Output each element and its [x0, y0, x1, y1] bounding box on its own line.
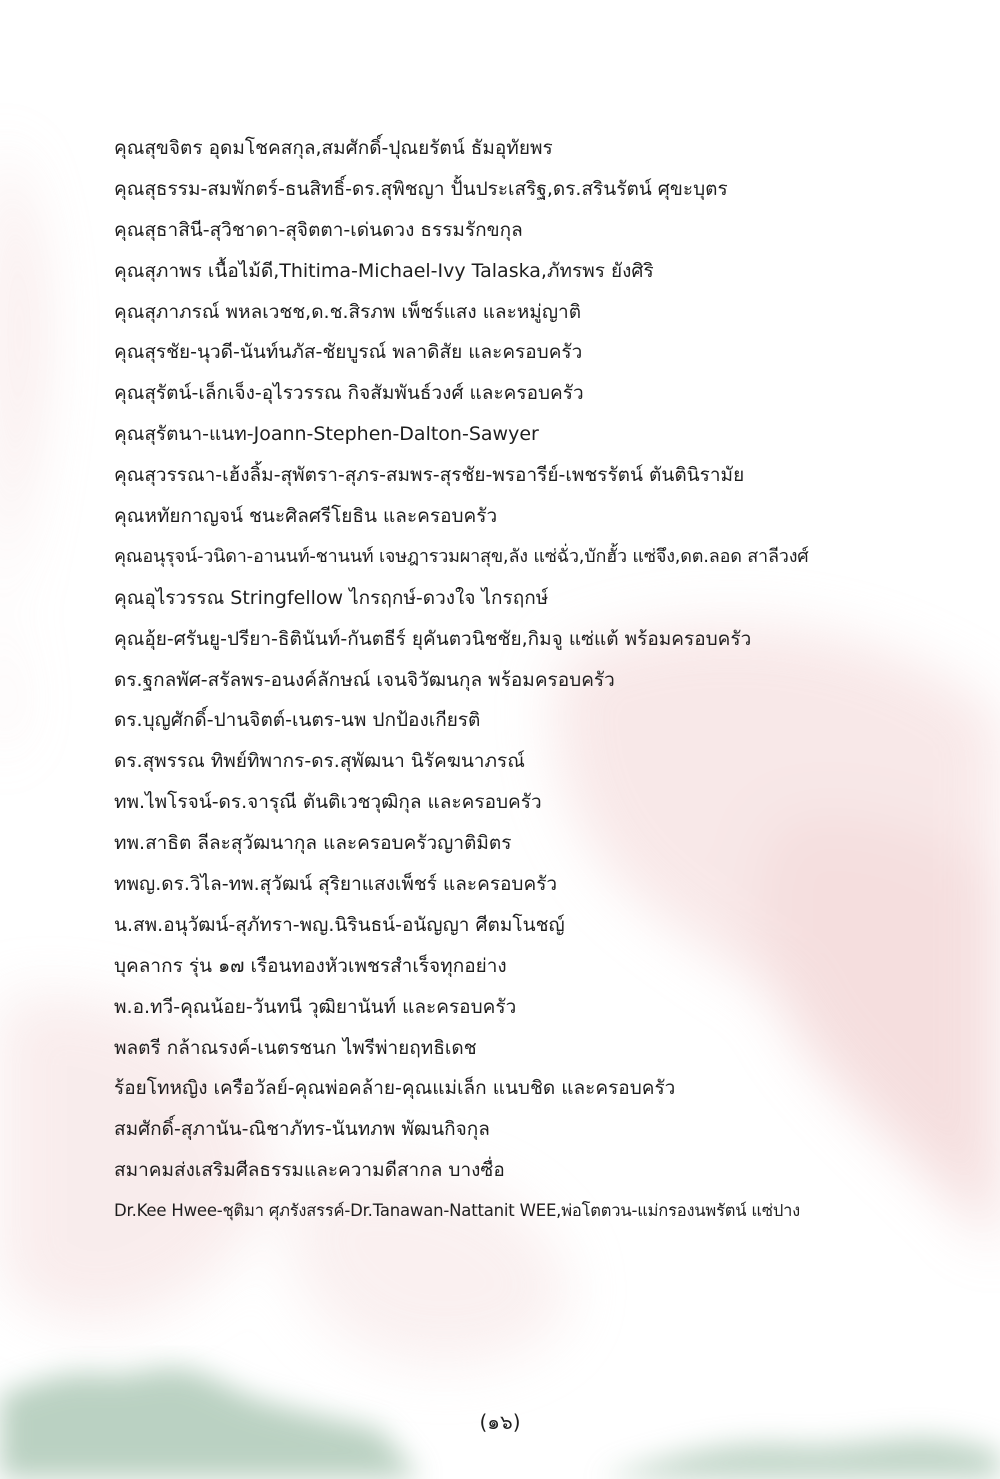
donor-line: พ.อ.ทวี-คุณน้อย-วันทนี วุฒิยานันท์ และครอบครัว [114, 995, 517, 1018]
donor-line: สมศักดิ์-สุภานัน-ณิชาภัทร-นันทภพ พัฒนกิจกุล [114, 1118, 490, 1141]
donor-line: คุณสุขจิตร อุดมโชคสกุล,สมศักดิ์-ปุณยรัตน์ ธัมอุทัยพร [114, 137, 553, 159]
donor-line: คุณสุรชัย-นุวดี-นันท์นภัส-ชัยบูรณ์ พลาดิสัย และครอบครัว [114, 341, 583, 364]
donor-line: ทพ.สาธิต ลีละสุวัฒนากุล และครอบครัวญาติมิตร [114, 832, 512, 855]
donor-line: ดร.สุพรรณ ทิพย์ทิพากร-ดร.สุพัฒนา นิรัคฆนาภรณ์ [114, 750, 525, 773]
donor-line: บุคลากร รุ่น ๑๗ เรือนทองหัวเพชรสำเร็จทุกอย่าง [114, 954, 507, 977]
donor-line: คุณสุภาพร เนื้อไม้ดี,Thitima-Michael-Ivy Talaska,ภัทรพร ยังศิริ [114, 259, 654, 282]
donor-line: ดร.ฐกลพัศ-สรัลพร-อนงค์ลักษณ์ เจนจิวัฒนกุล พร้อมครอบครัว [114, 668, 615, 691]
donor-line: คุณสุวรรณา-เฮ้งลิ้ม-สุพัตรา-สุภร-สมพร-สุรชัย-พรอารีย์-เพชรรัตน์ ตันตินิรามัย [114, 464, 745, 487]
donor-line: คุณสุธาสินี-สุวิชาดา-สุจิตตา-เด่นดวง ธรรมรักขกุล [114, 218, 523, 241]
donor-line: น.สพ.อนุวัฒน์-สุภัทรา-พญ.นิรินธน์-อนัญญา ศีตมโนชญ์ [114, 913, 565, 936]
donor-line: พลตรี กล้าณรงค์-เนตรชนก ไพรีพ่ายฤทธิเดช [114, 1036, 477, 1059]
donor-line: คุณสุรัตน์-เล็กเจ็ง-อุไรวรรณ กิจสัมพันธ์วงศ์ และครอบครัว [114, 382, 584, 405]
donor-line: คุณอุไรวรรณ Stringfellow ไกรฤกษ์-ดวงใจ ไกรฤกษ์ [114, 586, 549, 609]
donor-line: ทพญ.ดร.วิไล-ทพ.สุวัฒน์ สุริยาแสงเพ็ชร์ และครอบครัว [114, 873, 558, 896]
donor-line: ดร.บุญศักดิ์-ปานจิตต์-เนตร-นพ ปกป้องเกียรติ [114, 709, 481, 732]
donor-list [114, 128, 984, 1232]
donor-line: Dr.Kee Hwee-ชุติมา ศุภรังสรรค์-Dr.Tanawan-Nattanit WEE,พ่อโตตวน-แม่กรองนพรัตน์ แซ่ปาง [114, 1201, 801, 1221]
page-number: (๑๖) [479, 1410, 521, 1434]
donor-line: คุณอุ้ย-ศรันยู-ปรียา-ธิตินันท์-กันตธีร์ ยุคันตวนิชชัย,กิมจู แซ่แต้ พร้อมครอบครัว [114, 627, 752, 650]
donor-line: ร้อยโทหญิง เครือวัลย์-คุณพ่อคล้าย-คุณแม่เล็ก แนบชิด และครอบครัว [114, 1077, 676, 1100]
donor-line: คุณหทัยกาญจน์ ชนะศิลศรีโยธิน และครอบครัว [114, 505, 498, 528]
donor-line: คุณสุภาภรณ์ พหลเวชช,ด.ช.สิรภพ เพ็ชร์แสง และหมู่ญาติ [114, 300, 582, 323]
donor-line: คุณสุรัตนา-แนท-Joann-Stephen-Dalton-Sawyer [114, 423, 539, 446]
donor-line: คุณอนุรุจน์-วนิดา-อานนท์-ชานนท์ เจษฎารวมผาสุข,ลัง แซ่ฉั่ว,บักฮั้ว แซ่จึง,ดต.ลอด สาลีวงศ์ [114, 545, 809, 567]
donor-line: สมาคมส่งเสริมศีลธรรมและความดีสากล บางซื่อ [114, 1159, 505, 1182]
donor-line: คุณสุธรรม-สมพักตร์-ธนสิทธิ์-ดร.สุพิชญา ปั้นประเสริฐ,ดร.สรินรัตน์ ศุขะบุตร [114, 177, 728, 200]
donor-line: ทพ.ไพโรจน์-ดร.จารุณี ตันติเวชวุฒิกุล และครอบครัว [114, 791, 542, 814]
